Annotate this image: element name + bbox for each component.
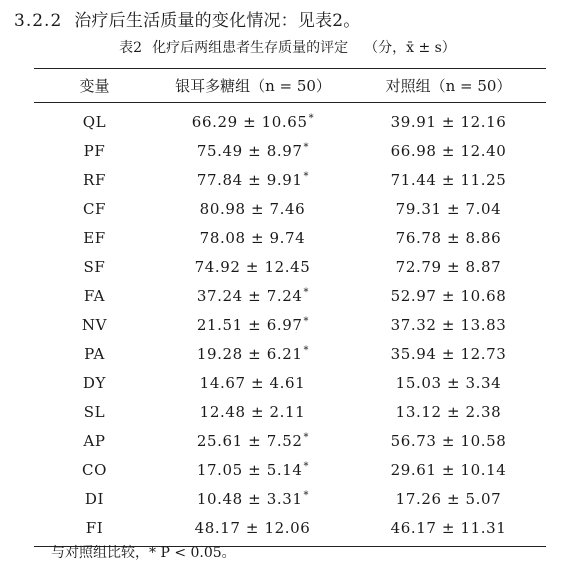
- cell-control: 15.03 ± 3.34: [395, 373, 502, 392]
- cell-control: 76.78 ± 8.86: [395, 228, 502, 247]
- table-header-row: [34, 69, 546, 103]
- table-row: [34, 368, 546, 397]
- cell-control: 35.94 ± 12.73: [390, 344, 507, 363]
- cell-variable: DY: [82, 373, 107, 392]
- significance-marker: *: [303, 141, 310, 153]
- table-row: [34, 455, 546, 484]
- cell-variable: SF: [83, 257, 106, 276]
- cell-treatment: [155, 368, 351, 397]
- significance-marker: *: [303, 489, 310, 501]
- table-row: [34, 339, 546, 368]
- significance-marker: *: [303, 315, 310, 327]
- cell-control: 52.97 ± 10.68: [390, 286, 507, 305]
- significance-marker: *: [303, 170, 310, 182]
- treatment-value: 75.49 ± 8.97: [196, 141, 303, 160]
- table-row: [34, 252, 546, 281]
- table-row: [34, 397, 546, 426]
- cell-treatment: [155, 223, 351, 252]
- cell-treatment: [155, 165, 351, 194]
- cell-variable: CO: [82, 460, 107, 479]
- treatment-value: 74.92 ± 12.45: [194, 257, 311, 276]
- treatment-value: 66.29 ± 10.65: [191, 112, 308, 131]
- treatment-value: 48.17 ± 12.06: [194, 518, 311, 537]
- treatment-value: 77.84 ± 9.91: [196, 170, 303, 189]
- treatment-value: 25.61 ± 7.52: [196, 431, 303, 450]
- treatment-value: 78.08 ± 9.74: [199, 228, 306, 247]
- table-row: [34, 310, 546, 339]
- cell-control: 66.98 ± 12.40: [390, 141, 507, 160]
- cell-treatment: [155, 103, 351, 137]
- treatment-value: 12.48 ± 2.11: [199, 402, 306, 421]
- treatment-value: 37.24 ± 7.24: [196, 286, 303, 305]
- treatment-value: 17.05 ± 5.14: [196, 460, 303, 479]
- cell-variable: RF: [83, 170, 106, 189]
- cell-variable: PA: [84, 344, 105, 363]
- table-body: [34, 103, 546, 547]
- quality-of-life-table: [34, 68, 546, 547]
- table-row: [34, 281, 546, 310]
- cell-variable: AP: [83, 431, 106, 450]
- section-heading: [14, 6, 360, 31]
- table-caption: [0, 37, 575, 57]
- significance-marker: *: [303, 286, 310, 298]
- cell-variable: FI: [85, 518, 104, 537]
- cell-treatment: [155, 484, 351, 513]
- cell-treatment: [155, 281, 351, 310]
- table-row: [34, 484, 546, 513]
- significance-marker: *: [303, 344, 310, 356]
- cell-control: 29.61 ± 10.14: [390, 460, 507, 479]
- cell-control: 56.73 ± 10.58: [390, 431, 507, 450]
- cell-variable: QL: [82, 112, 107, 131]
- cell-treatment: [155, 397, 351, 426]
- header-control-group: 对照组（n = 50）: [385, 77, 512, 95]
- section-title: 治疗后生活质量的变化情况：见表2。: [74, 11, 361, 31]
- cell-control: 17.26 ± 5.07: [395, 489, 502, 508]
- treatment-value: 19.28 ± 6.21: [196, 344, 303, 363]
- table-footnote: 与对照组比较，* P < 0.05。: [51, 545, 236, 561]
- table-row: [34, 426, 546, 455]
- cell-control: 46.17 ± 11.31: [390, 518, 507, 537]
- cell-treatment: [155, 194, 351, 223]
- table-title: 化疗后两组患者生存质量的评定: [152, 40, 349, 56]
- treatment-value: 14.67 ± 4.61: [199, 373, 306, 392]
- cell-variable: PF: [83, 141, 106, 160]
- cell-control: 37.32 ± 13.83: [390, 315, 507, 334]
- cell-treatment: [155, 136, 351, 165]
- cell-treatment: [155, 310, 351, 339]
- significance-marker: *: [303, 431, 310, 443]
- cell-control: 13.12 ± 2.38: [395, 402, 502, 421]
- cell-variable: NV: [81, 315, 108, 334]
- header-variable: 变量: [79, 77, 110, 95]
- cell-control: 39.91 ± 12.16: [390, 112, 507, 131]
- treatment-value: 80.98 ± 7.46: [199, 199, 306, 218]
- table-label: 表2: [119, 40, 143, 56]
- cell-control: 79.31 ± 7.04: [395, 199, 502, 218]
- cell-treatment: [155, 455, 351, 484]
- table-row: [34, 223, 546, 252]
- cell-treatment: [155, 252, 351, 281]
- cell-control: 72.79 ± 8.87: [395, 257, 502, 276]
- cell-treatment: [155, 339, 351, 368]
- table-row: [34, 103, 546, 137]
- cell-control: 71.44 ± 11.25: [390, 170, 507, 189]
- cell-variable: EF: [83, 228, 106, 247]
- cell-variable: DI: [84, 489, 105, 508]
- section-number: 3.2.2: [14, 11, 63, 31]
- cell-variable: SL: [83, 402, 106, 421]
- cell-variable: FA: [83, 286, 106, 305]
- table-row: [34, 165, 546, 194]
- table-unit: （分，x̄ ± s）: [364, 40, 456, 56]
- table-row: [34, 194, 546, 223]
- treatment-value: 21.51 ± 6.97: [196, 315, 303, 334]
- significance-marker: *: [308, 112, 315, 124]
- table-row: [34, 136, 546, 165]
- header-treatment-group: 银耳多糖组（n = 50）: [175, 77, 331, 95]
- significance-marker: *: [303, 460, 310, 472]
- cell-variable: CF: [82, 199, 107, 218]
- cell-treatment: [155, 426, 351, 455]
- treatment-value: 10.48 ± 3.31: [196, 489, 303, 508]
